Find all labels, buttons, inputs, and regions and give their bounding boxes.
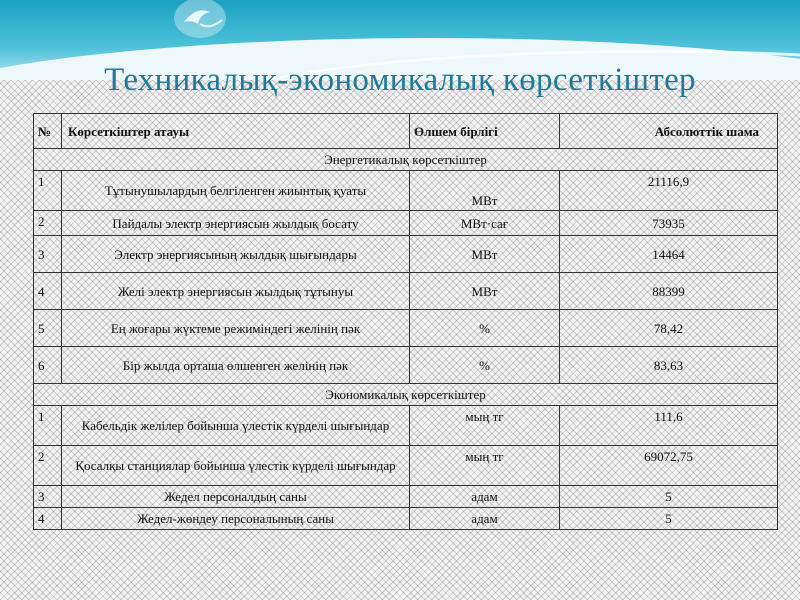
- table-row: [34, 508, 778, 530]
- table-row: [34, 273, 778, 310]
- row-indicator-name: Пайдалы электр энергиясын жылдық босату: [62, 211, 410, 236]
- section-title: Экономикалық көрсеткіштер: [34, 384, 778, 406]
- row-number: 5: [34, 310, 62, 347]
- row-unit: мың тг: [410, 446, 560, 486]
- row-number: 3: [34, 486, 62, 508]
- row-indicator-name: Ең жоғары жүктеме режиміндегі желінің пәк: [62, 310, 410, 347]
- section-row-energy: [34, 149, 778, 171]
- row-unit: МВт: [410, 273, 560, 310]
- row-value: 69072,75: [560, 446, 778, 486]
- row-value: 83,63: [560, 347, 778, 384]
- row-indicator-name: Кабельдік желілер бойынша үлестік күрделі шығындар: [62, 406, 410, 446]
- table-row: [34, 406, 778, 446]
- row-number: 1: [34, 406, 62, 446]
- row-number: 3: [34, 236, 62, 273]
- bird-logo-icon: [170, 0, 240, 44]
- row-indicator-name: Тұтынушылардың белгіленген жиынтық қуаты: [62, 171, 410, 211]
- row-value: 111,6: [560, 406, 778, 446]
- row-unit: МВт·сағ: [410, 211, 560, 236]
- row-value: 5: [560, 486, 778, 508]
- row-value: 88399: [560, 273, 778, 310]
- row-number: 2: [34, 446, 62, 486]
- slide-title: Техникалық-экономикалық көрсеткіштер: [104, 62, 696, 98]
- table-row: [34, 211, 778, 236]
- table-row: [34, 446, 778, 486]
- section-title: Энергетикалық көрсеткіштер: [34, 149, 778, 171]
- header-number: №: [34, 114, 62, 149]
- section-row-economic: [34, 384, 778, 406]
- row-value: 21116,9: [560, 171, 778, 211]
- row-unit: адам: [410, 508, 560, 530]
- row-indicator-name: Жедел-жөндеу персоналының саны: [62, 508, 410, 530]
- row-unit: мың тг: [410, 406, 560, 446]
- row-unit: %: [410, 347, 560, 384]
- header-unit: Өлшем бірлігі: [410, 114, 560, 149]
- row-unit: МВт: [410, 236, 560, 273]
- row-unit: %: [410, 310, 560, 347]
- row-indicator-name: Желі электр энергиясын жылдық тұтынуы: [62, 273, 410, 310]
- header-indicator-name: Көрсеткіштер атауы: [62, 114, 410, 149]
- row-indicator-name: Электр энергиясының жылдық шығындары: [62, 236, 410, 273]
- table-row: [34, 310, 778, 347]
- header-absolute-value: Абсолюттік шама: [560, 114, 778, 149]
- row-unit: МВт: [410, 171, 560, 211]
- row-number: 2: [34, 211, 62, 236]
- table-header-row: [34, 114, 778, 149]
- table-row: [34, 236, 778, 273]
- row-number: 4: [34, 273, 62, 310]
- row-number: 1: [34, 171, 62, 211]
- row-value: 73935: [560, 211, 778, 236]
- row-value: 14464: [560, 236, 778, 273]
- row-value: 5: [560, 508, 778, 530]
- row-value: 78,42: [560, 310, 778, 347]
- row-unit: адам: [410, 486, 560, 508]
- row-indicator-name: Бір жылда орташа өлшенген желінің пәк: [62, 347, 410, 384]
- row-number: 6: [34, 347, 62, 384]
- row-number: 4: [34, 508, 62, 530]
- table-row: [34, 171, 778, 211]
- table-row: [34, 347, 778, 384]
- row-indicator-name: Жедел персоналдың саны: [62, 486, 410, 508]
- row-indicator-name: Қосалқы станциялар бойынша үлестік күрделі шығындар: [62, 446, 410, 486]
- indicators-table: [33, 113, 778, 530]
- table-row: [34, 486, 778, 508]
